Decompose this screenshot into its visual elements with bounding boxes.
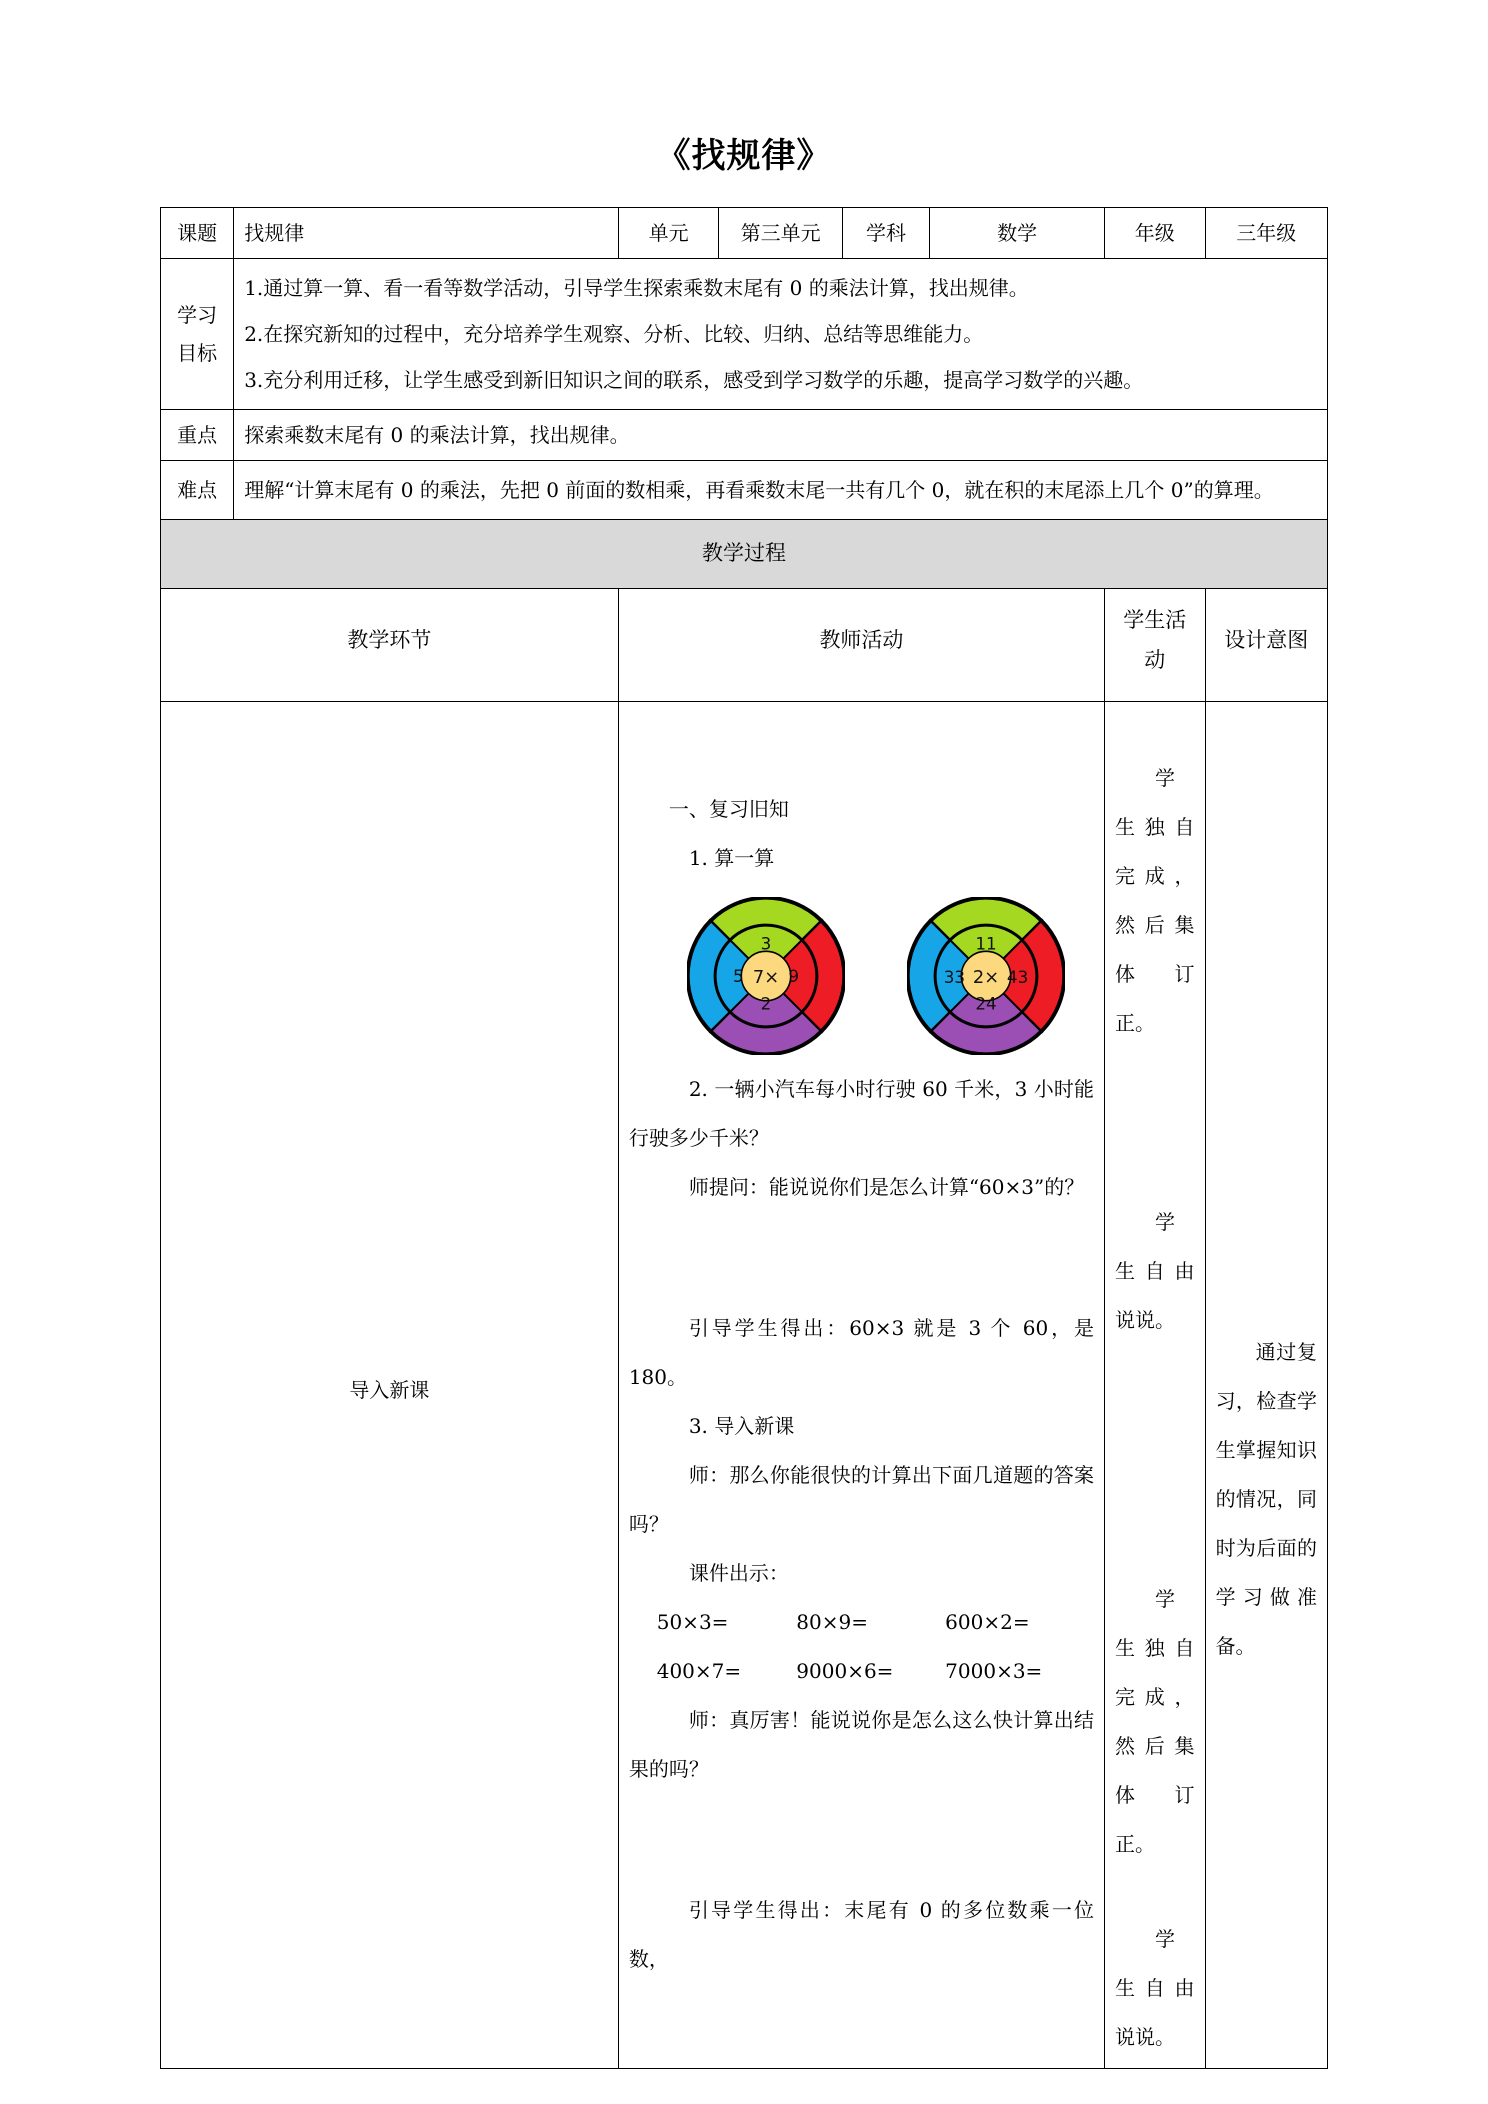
teacher-text-6: 师：那么你能很快的计算出下面几道题的答案吗？ (628, 1463, 1095, 1537)
label-difficult-point: 难点 (161, 461, 234, 520)
exercise-2: 80×9= (796, 1610, 868, 1635)
wheel-1-seg-top-label: 3 (760, 933, 772, 954)
exercise-6: 7000×3= (945, 1659, 1043, 1684)
wheel-1-seg-left-label: 5 (732, 966, 744, 987)
key-point-text: 探索乘数末尾有 0 的乘法计算，找出规律。 (234, 410, 1328, 461)
col-header-design: 设计意图 (1205, 588, 1327, 701)
student-spacer-1 (1115, 708, 1195, 754)
label-unit: 单元 (618, 208, 719, 259)
objectives-label-line2: 目标 (177, 341, 218, 365)
teacher-text-7: 课件出示： (688, 1561, 789, 1586)
wheel-2-seg-bottom-label: 24 (975, 993, 997, 1014)
teacher-text-9: 引导学生得出：末尾有 0 的多位数乘一位数， (628, 1898, 1095, 1972)
info-row (161, 208, 1328, 259)
design-spacer-1 (1216, 1098, 1317, 1328)
wheel-1-center-label: 7× (752, 968, 779, 989)
objective-item-1: 1.通过算一算、看一看等数学活动，引导学生探索乘数末尾有 0 的乘法计算，找出规律。 (244, 276, 1029, 300)
page-title: 《找规律》 (656, 136, 832, 176)
design-text-1: 通过复习，检查学生掌握知识的情况，同时为后面的学习做准备。 (1215, 1340, 1317, 1659)
student-text-1: 学生独自完成，然后集体订正。 (1115, 765, 1195, 1035)
process-body-row (161, 701, 1328, 2068)
wheel-1-seg-right-label: 9 (788, 966, 799, 987)
multiplication-wheels (629, 883, 1094, 1065)
value-topic: 找规律 (234, 208, 619, 259)
teacher-activity-cell (618, 701, 1104, 2068)
wheel-2 (907, 897, 1065, 1055)
student-activity-cell (1105, 701, 1206, 2068)
lesson-plan-table (160, 207, 1328, 2069)
exercise-5: 9000×6= (796, 1659, 894, 1684)
wheel-2-svg (907, 897, 1065, 1055)
objectives-row (161, 259, 1328, 410)
label-grade: 年级 (1105, 208, 1206, 259)
label-objectives (161, 259, 234, 410)
objective-item-3: 3.充分利用迁移，让学生感受到新旧知识之间的联系，感受到学习数学的乐趣，提高学习数学的兴趣。 (244, 368, 1144, 392)
value-grade: 三年级 (1205, 208, 1327, 259)
objectives-label-line1: 学习 (177, 303, 218, 327)
teacher-text-1: 1. 算一算 (688, 846, 775, 871)
label-key-point: 重点 (161, 410, 234, 461)
label-topic: 课题 (161, 208, 234, 259)
difficult-point-row (161, 461, 1328, 520)
teacher-text-2: 2. 一辆小汽车每小时行驶 60 千米，3 小时能行驶多少千米？ (628, 1077, 1095, 1151)
student-spacer-2 (1115, 1048, 1195, 1198)
col-header-teacher: 教师活动 (618, 588, 1104, 701)
teacher-text-8: 师：真厉害！能说说你是怎么这么快计算出结果的吗？ (628, 1708, 1095, 1782)
wheel-1-seg-bottom-label: 2 (760, 993, 772, 1014)
exercise-1: 50×3= (656, 1610, 729, 1635)
objective-item-2: 2.在探究新知的过程中，充分培养学生观察、分析、比较、归纳、总结等思维能力。 (244, 322, 984, 346)
student-spacer-3 (1115, 1345, 1195, 1575)
wheel-1 (687, 897, 845, 1055)
teacher-heading-1: 一、复习旧知 (668, 797, 789, 822)
difficult-point-text: 理解“计算末尾有 0 的乘法，先把 0 前面的数相乘，再看乘数末尾一共有几个 0，就在积的末尾添上几个 0”的算理。 (234, 461, 1328, 520)
value-subject: 数学 (930, 208, 1105, 259)
exercise-row-1 (629, 1598, 1094, 1647)
student-text-4: 学生自由说说。 (1115, 1926, 1195, 2049)
process-section-row (161, 520, 1328, 589)
label-subject: 学科 (842, 208, 929, 259)
objectives-content (234, 259, 1328, 410)
value-unit: 第三单元 (719, 208, 842, 259)
student-text-3: 学生独自完成，然后集体订正。 (1115, 1586, 1195, 1856)
teacher-spacer-1 (629, 1212, 1094, 1304)
exercise-4: 400×7= (656, 1659, 742, 1684)
teacher-text-4: 引导学生得出：60×3 就是 3 个 60，是 180。 (628, 1316, 1095, 1390)
wheel-2-seg-top-label: 11 (975, 933, 997, 954)
stage-cell-intro: 导入新课 (161, 701, 619, 2068)
key-point-row (161, 410, 1328, 461)
wheel-1-svg (687, 897, 845, 1055)
student-text-2: 学生自由说说。 (1115, 1209, 1195, 1332)
design-intent-cell (1205, 701, 1327, 2068)
teacher-text-3: 师提问：能说说你们是怎么计算“60×3”的？ (688, 1175, 1085, 1200)
process-section-title: 教学过程 (161, 520, 1328, 589)
wheel-2-seg-left-label: 33 (943, 967, 965, 988)
teacher-spacer-2 (629, 1794, 1094, 1886)
wheel-2-center-label: 2× (972, 968, 999, 989)
wheel-2-seg-right-label: 43 (1006, 967, 1029, 988)
col-header-stage: 教学环节 (161, 588, 619, 701)
process-column-header-row (161, 588, 1328, 701)
teacher-text-5: 3. 导入新课 (688, 1414, 795, 1439)
exercise-row-2 (629, 1647, 1094, 1696)
student-spacer-4 (1115, 1869, 1195, 1915)
col-header-student: 学生活动 (1105, 588, 1206, 701)
exercise-3: 600×2= (945, 1610, 1030, 1635)
